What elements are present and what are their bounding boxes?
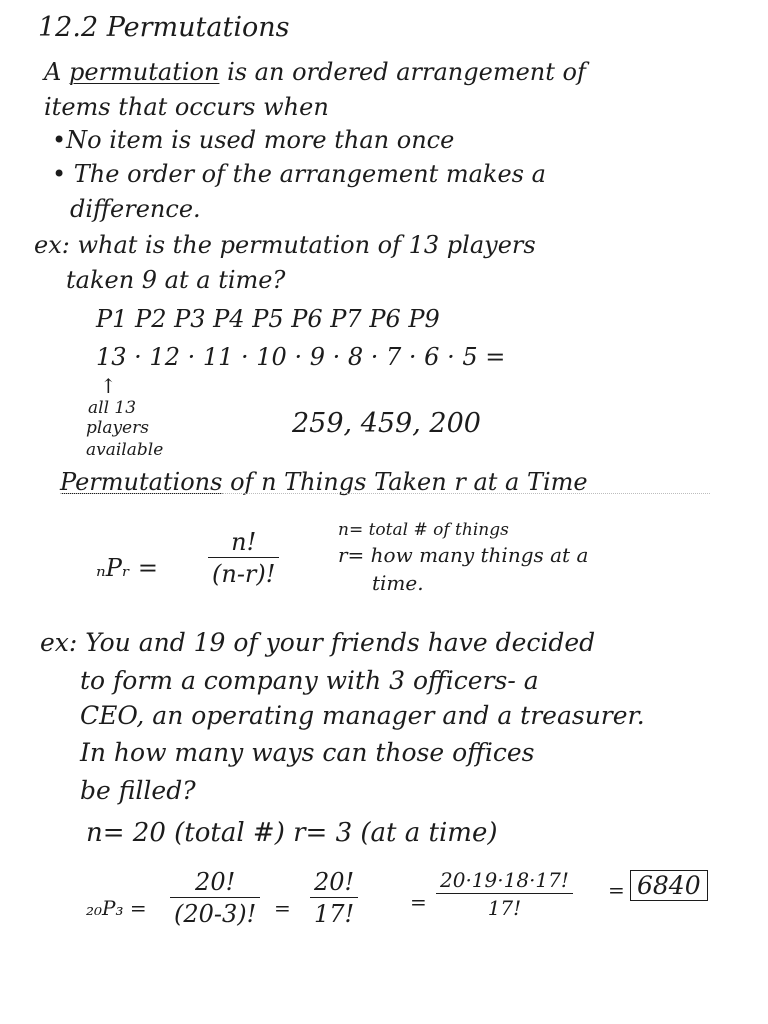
example-2-line-1: ex: You and 19 of your friends have decided bbox=[40, 628, 596, 657]
definition-bullet-1: •No item is used more than once bbox=[52, 126, 455, 154]
example-1-question-line-2: taken 9 at a time? bbox=[66, 266, 286, 294]
example-1-note-line-1: all 13 bbox=[88, 398, 137, 418]
example-2-fraction-1-numerator: 20! bbox=[195, 868, 236, 896]
example-2-fraction-3-denominator: 17! bbox=[487, 896, 522, 920]
example-2-line-4: In how many ways can those offices bbox=[80, 738, 535, 767]
formula-key-r-continued: time. bbox=[372, 571, 424, 595]
example-2-line-3: CEO, an operating manager and a treasurer. bbox=[80, 701, 645, 730]
dotted-divider bbox=[60, 493, 710, 494]
definition-term: permutation bbox=[68, 58, 220, 86]
example-1-question-line-1: ex: what is the permutation of 13 players bbox=[34, 231, 536, 259]
up-arrow-icon: ↑ bbox=[100, 374, 117, 398]
example-1-positions: P1 P2 P3 P4 P5 P6 P7 P6 P9 bbox=[96, 305, 440, 333]
example-2-fraction-2 bbox=[310, 870, 358, 926]
example-2-fraction-2-denominator: 17! bbox=[314, 900, 355, 928]
example-2-answer-box: 6840 bbox=[630, 870, 708, 901]
formula-key-r: r= how many things at a bbox=[338, 543, 589, 567]
example-2-equals-2: = bbox=[274, 896, 291, 920]
example-1-result: 259, 459, 200 bbox=[292, 408, 481, 439]
example-2-line-5: be filled? bbox=[80, 776, 196, 805]
example-2-fraction-1 bbox=[170, 870, 260, 926]
example-1-note-line-3: available bbox=[86, 440, 164, 460]
formula-lhs: ₙPᵣ = bbox=[96, 554, 158, 582]
definition-line-1 bbox=[44, 60, 586, 84]
formula-heading-rest: of n Things Taken r at a Time bbox=[230, 468, 588, 496]
formula-numerator: n! bbox=[231, 528, 257, 556]
formula-denominator: (n-r)! bbox=[212, 560, 276, 588]
example-2-lhs: ₂₀P₃ = bbox=[86, 896, 147, 920]
definition-article: A bbox=[44, 58, 62, 86]
formula-heading-term: Permutations bbox=[60, 468, 223, 496]
definition-line-2: items that occurs when bbox=[44, 93, 329, 121]
formula-key-n: n= total # of things bbox=[338, 520, 509, 540]
example-1-product: 13 · 12 · 11 · 10 · 9 · 8 · 7 · 6 · 5 = bbox=[96, 343, 506, 371]
example-2-equals-3: = bbox=[410, 890, 427, 914]
example-1-note-line-2: players bbox=[86, 418, 149, 438]
example-2-givens: n= 20 (total #) r= 3 (at a time) bbox=[86, 818, 498, 848]
definition-text: is an ordered arrangement of bbox=[227, 58, 586, 86]
page-title: 12.2 Permutations bbox=[38, 12, 290, 43]
example-2-line-2: to form a company with 3 officers- a bbox=[80, 666, 539, 695]
example-2-fraction-3 bbox=[436, 870, 573, 918]
formula-fraction bbox=[208, 530, 279, 586]
example-2-equals-4: = bbox=[608, 878, 625, 902]
example-2-fraction-3-numerator: 20·19·18·17! bbox=[440, 868, 569, 892]
example-2-fraction-2-numerator: 20! bbox=[314, 868, 355, 896]
formula-heading bbox=[60, 470, 588, 494]
definition-bullet-2: • The order of the arrangement makes a bbox=[52, 160, 546, 188]
example-2-fraction-1-denominator: (20-3)! bbox=[174, 900, 257, 928]
definition-bullet-2-continued: difference. bbox=[70, 195, 201, 223]
